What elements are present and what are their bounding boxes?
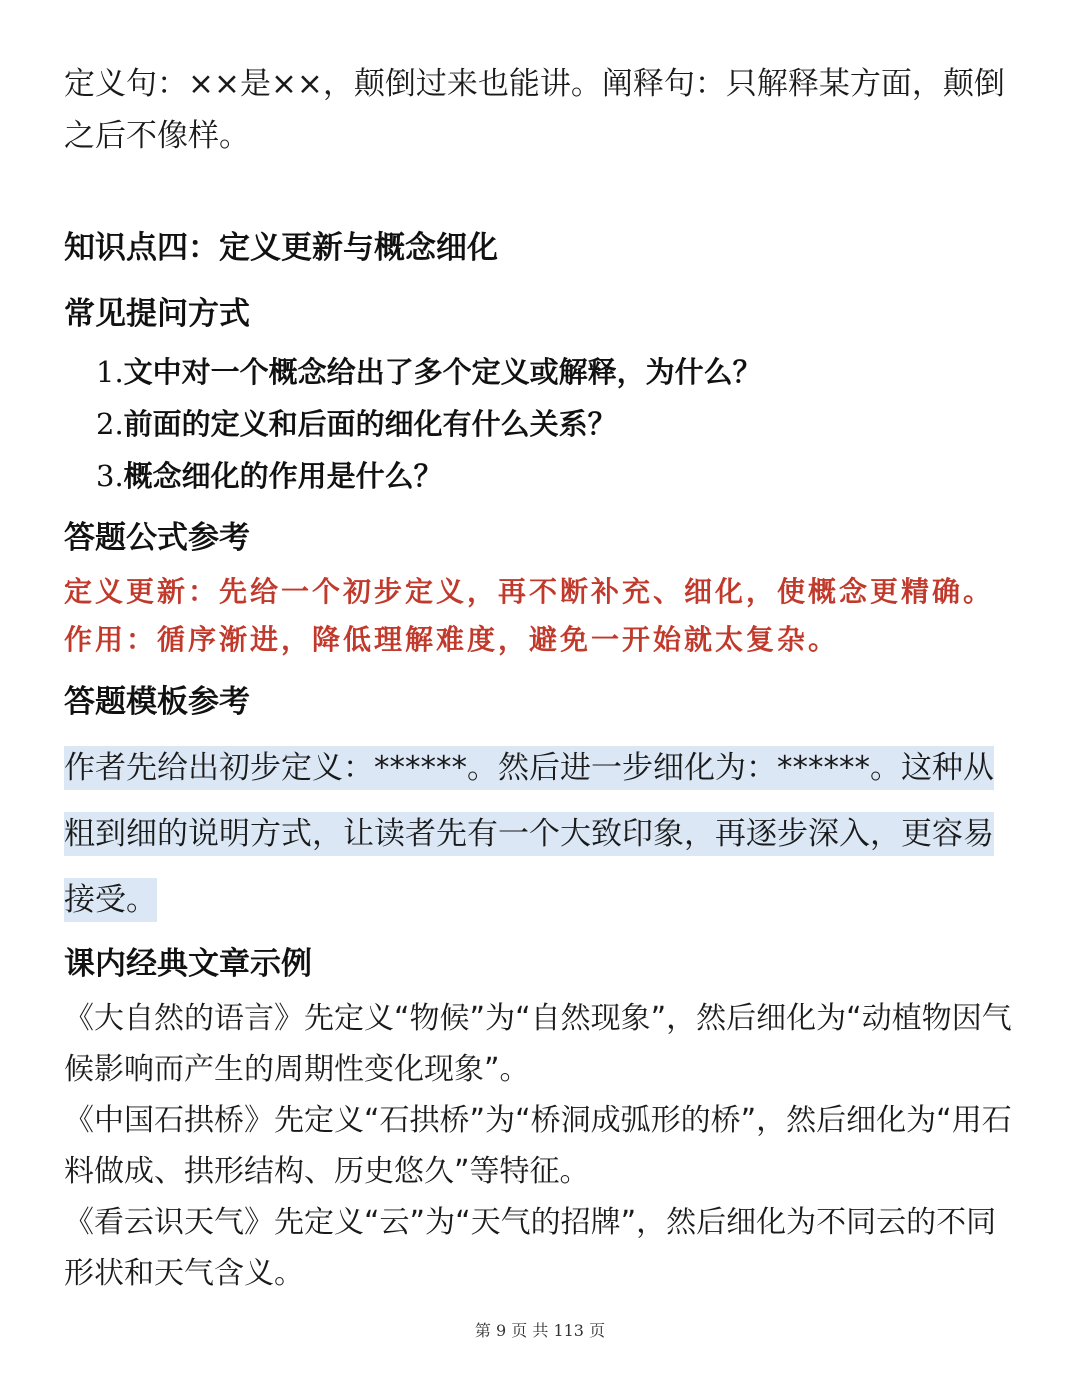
example-item: 《中国石拱桥》先定义“石拱桥”为“桥洞成弧形的桥”，然后细化为“用石料做成、拱形结构、历史悠久”等特征。 xyxy=(64,1103,1012,1189)
question-item xyxy=(96,346,762,398)
intro-paragraph: 定义句：××是××，颠倒过来也能讲。阐释句：只解释某方面，颠倒之后不像样。 xyxy=(64,66,1005,154)
template-heading: 答题模板参考 xyxy=(64,684,250,720)
formula-heading: 答题公式参考 xyxy=(64,520,250,556)
section-title: 知识点四：定义更新与概念细化 xyxy=(64,230,498,266)
question-item xyxy=(96,450,762,502)
question-number: 1. xyxy=(96,355,124,389)
question-text: 文中对一个概念给出了多个定义或解释，为什么？ xyxy=(123,355,762,389)
question-text: 前面的定义和后面的细化有什么关系？ xyxy=(123,407,617,441)
examples-heading: 课内经典文章示例 xyxy=(64,946,312,982)
examples-list xyxy=(64,993,1024,1299)
question-number: 3. xyxy=(96,459,124,493)
example-item: 《看云识天气》先定义“云”为“天气的招牌”，然后细化为不同云的不同形状和天气含义。 xyxy=(64,1205,997,1291)
question-list xyxy=(96,346,762,502)
formula-text: 定义更新：先给一个初步定义，再不断补充、细化，使概念更精确。作用：循序渐进，降低理解难度，避免一开始就太复杂。 xyxy=(64,575,995,656)
page-footer: 第 9 页 共 113 页 xyxy=(474,1321,606,1340)
template-highlighted-text: 作者先给出初步定义：******。然后进一步细化为：******。这种从粗到细的说明方式，让读者先有一个大致印象，再逐步深入，更容易接受。 xyxy=(64,746,994,922)
ask-heading: 常见提问方式 xyxy=(64,296,250,332)
example-item: 《大自然的语言》先定义“物候”为“自然现象”，然后细化为“动植物因气候影响而产生的周期性变化现象”。 xyxy=(64,1001,1012,1087)
question-item xyxy=(96,398,762,450)
template-paragraph xyxy=(64,735,1016,933)
question-number: 2. xyxy=(96,407,124,441)
question-text: 概念细化的作用是什么？ xyxy=(123,459,443,493)
